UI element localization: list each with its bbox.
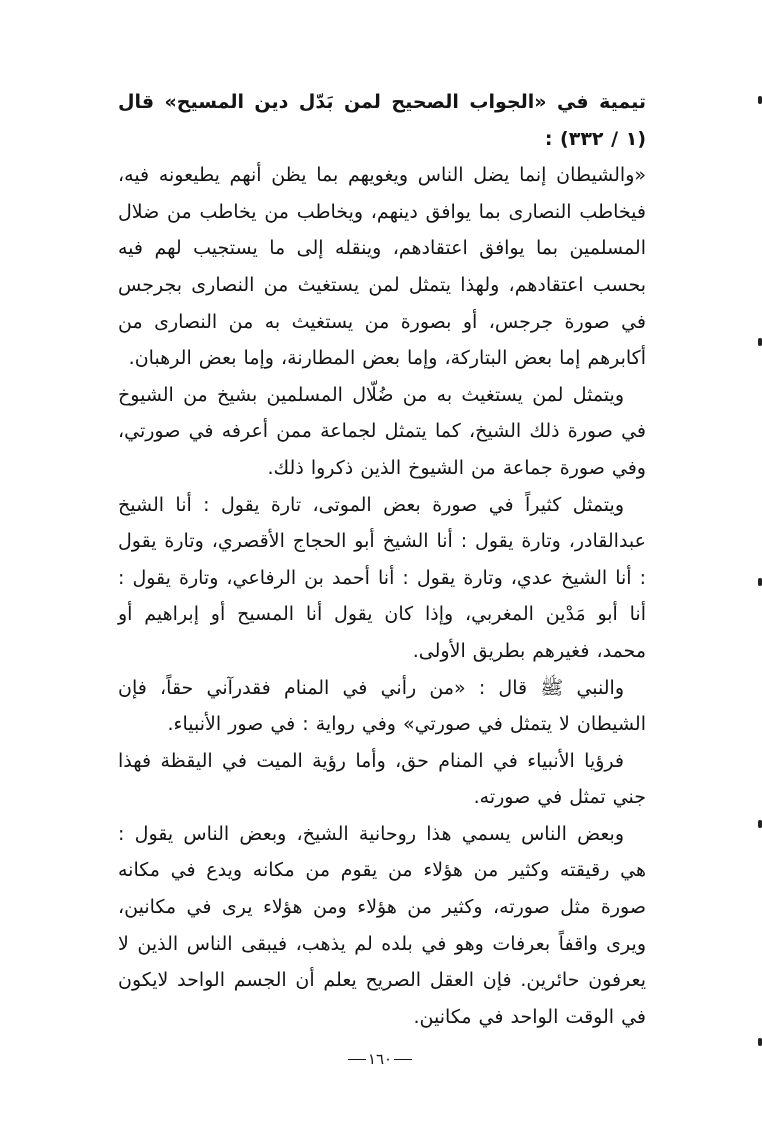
page-number-text: ١٦٠ [367, 1050, 393, 1068]
margin-mark-upper [758, 338, 762, 346]
paragraph-intro: تيمية في «الجواب الصحيح لمن بَدّل دين المسيح» قال (١ / ٣٣٢) : [118, 91, 646, 150]
paragraph-hadith: والنبي ﷺ قال : «من رأني في المنام فقدرآني حقاً، فإن الشيطان لا يتمثل في صورتي» وفي رواية : في صور الأنبياء. [118, 676, 646, 736]
page-body-text [118, 84, 646, 1035]
paragraph-mawta: ويتمثل كثيراً في صورة بعض الموتى، تارة يقول : أنا الشيخ عبدالقادر، وتارة يقول : أنا الشيخ أبو الحجاج الأقصري، وتارة يقول : أنا الشيخ عدي، وتارة يقول : أنا أحمد بن الرفاعي، وتارة يقول : أنا أبو مَدْين المغربي، وإذا كان يقول أنا المسيح أو إبراهيم أو محمد، فغيرهم بطريق الأولى. [118, 493, 646, 662]
margin-mark-top [758, 96, 762, 104]
footer-left-rule [394, 1059, 412, 1060]
page-number-footer [330, 1050, 430, 1068]
paragraph-ruya: فرؤيا الأنبياء في المنام حق، وأما رؤية الميت في اليقظة فهذا جني تمثل في صورته. [118, 749, 646, 809]
margin-mark-lower [758, 820, 762, 828]
paragraph-shuyukh: ويتمثل لمن يستغيث به من ضُلّال المسلمين بشيخ من الشيوخ في صورة ذلك الشيخ، كما يتمثل لجماعة ممن أعرفه في صورتي، وفي صورة جماعة من الشيوخ الذين ذكروا ذلك. [118, 383, 646, 479]
margin-mark-bottom [758, 1038, 762, 1046]
paragraph-quote-shaytan: «والشيطان إنما يضل الناس ويغويهم بما يظن أنهم يطيعونه فيه، فيخاطب النصارى بما يوافق دينهم، ويخاطب من يخاطب من ضلال المسلمين بما يوافق اعتقادهم، وينقله إلى ما يستجيب لهم فيه بحسب اعتقادهم، ولهذا يتمثل لمن يستغيث من النصارى بجرجس في صورة جرجس، أو بصورة من يستغيث به من النصارى من أكابرهم إما بعض البتاركة، وإما بعض المطارنة، وإما بعض الرهبان. [118, 164, 646, 370]
footer-right-rule [348, 1059, 366, 1060]
margin-mark-middle [758, 578, 762, 586]
paragraph-ruhaniya: وبعض الناس يسمي هذا روحانية الشيخ، وبعض الناس يقول : هي رقيقته وكثير من هؤلاء من يقوم من مكانه ويدع في مكانه صورة مثل صورته، وكثير من هؤلاء ومن هؤلاء يرى في مكانين، ويرى واقفاً بعرفات وهو في بلده لم يذهب، فيبقى الناس الذين لا يعرفون حائرين. فإن العقل الصريح يعلم أن الجسم الواحد لايكون في الوقت الواحد في مكانين. [118, 822, 646, 1028]
